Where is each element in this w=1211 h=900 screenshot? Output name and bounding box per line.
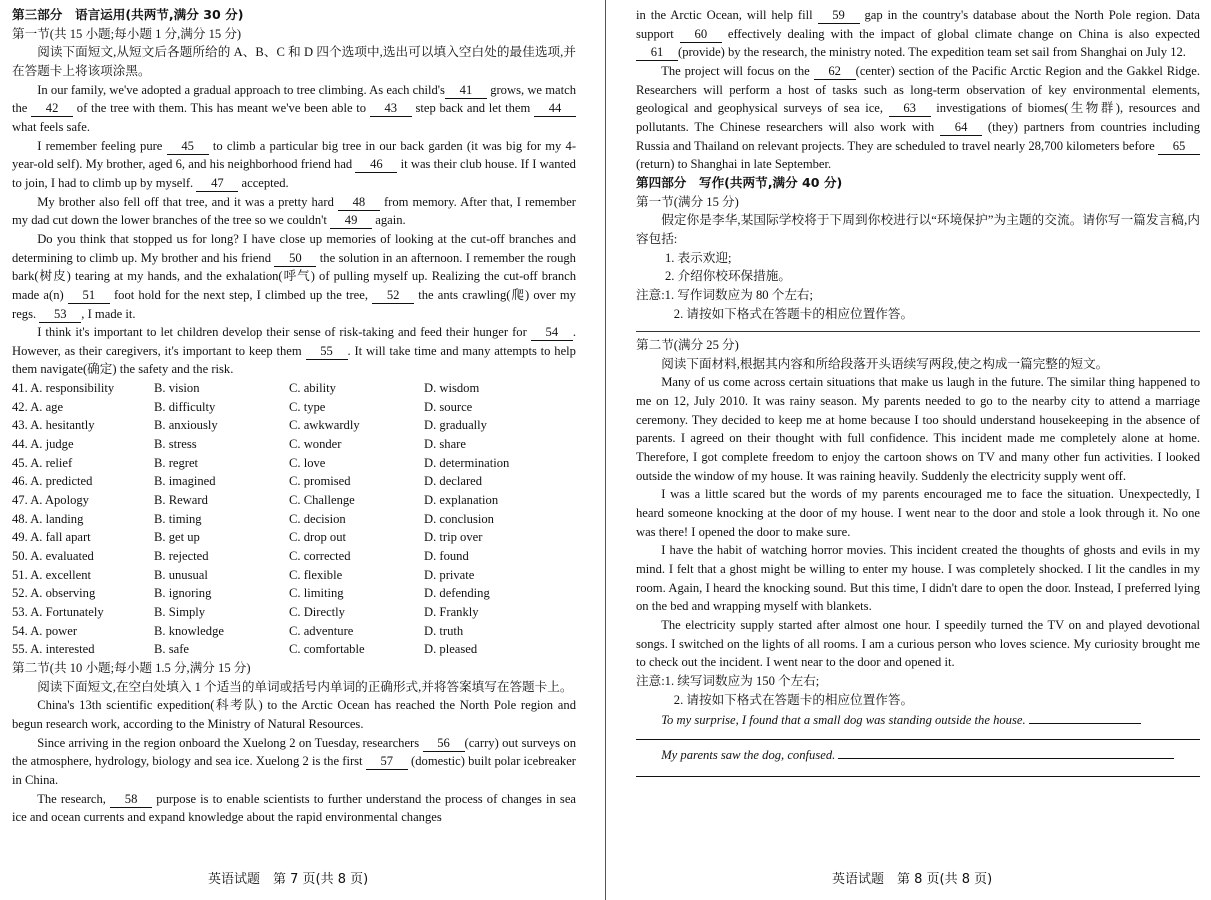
cloze-paragraph-3: My brother also fell off that tree, and it was a pretty hard 48 from memory. After that, I remember my dad cut down the lower branches of the tree so we couldn't 49 again. [12,194,577,228]
option-cell: B. anxiously [154,418,218,433]
option-cell: C. adventure [289,623,354,638]
writing-line [1029,723,1141,724]
option-cell: B. knowledge [154,623,224,638]
writing-part-2-note-2: 2. 请按如下格式在答题卡的相应位置作答。 [673,692,914,707]
option-cell: C. type [289,399,326,414]
option-row [12,510,576,529]
grammar-paragraph-2: Since arriving in the region onboard the Xuelong 2 on Tuesday, researchers 56 (carry) out surveys on the atmosphere, hydrology, biology and sea ice. Xuelong 2 is the first 57 (domestic) built polar icebreaker in China. [12,735,576,787]
option-cell: 54. A. power [12,623,78,638]
option-cell: D. private [424,567,475,582]
section-4-title: 第四部分 写作(共两节,满分 40 分) [636,174,843,190]
option-cell: B. Simply [154,605,206,619]
grammar-paragraph-3: The research, 58 purpose is to enable scientists to further understand the process of changes in sea ice and ocean currents and expand knowledge about the rapid environmental changes [12,791,576,825]
blank-59: 59 [818,8,860,24]
writing-part-1-note-2: 2. 请按如下格式在答题卡的相应位置作答。 [673,306,914,321]
option-cell: 41. A. responsibility [12,381,115,396]
option-cell: D. wisdom [424,381,480,396]
option-cell: D. pleased [424,642,478,657]
blank-61: 61 [636,45,678,61]
option-cell: B. vision [154,381,200,396]
option-row [12,640,576,659]
page-divider [605,0,606,900]
option-cell: D. truth [424,623,464,638]
option-cell: 45. A. relief [12,455,73,470]
option-row [12,435,576,454]
writing-part-1-instructions: 假定你是李华,某国际学校将于下周到你校进行以“环境保护”为主题的交流。请你写一篇发言稿,内容包括: [636,213,1200,246]
blank-57: 57 [366,754,408,770]
writing-part-1-note-1: 注意:1. 写作词数应为 80 个左右; [636,287,814,302]
option-cell: C. corrected [289,549,351,564]
option-cell: C. Directly [289,605,345,619]
option-cell: 50. A. evaluated [12,549,94,564]
page-7-footer: 英语试题 第 7 页(共 8 页) [208,872,369,887]
page-8 [636,6,1200,858]
option-cell: D. source [424,399,473,414]
writing-part-2-note-1: 注意:1. 续写词数应为 150 个左右; [636,673,820,688]
writing-line [636,765,1200,777]
blank-64: 64 [940,120,982,136]
blank-50: 50 [274,251,316,267]
writing-line [636,730,1200,740]
option-cell: C. promised [289,474,351,489]
option-cell: D. conclusion [424,511,494,526]
option-cell: 49. A. fall apart [12,530,91,545]
cloze-paragraph-4: Do you think that stopped us for long? I have close up memories of looking at the cut-off branches and determining to climb up. My brother and his friend 50 the solution in an afternoon. I remember the rough bark(树皮) tearing at my hands, and the exhalation(呼气) of pulling myself up. Realizing the cut-off branch made a(n) 51 foot hold for the next step, I climbed up the tree, 52 the ants crawling(爬) over my regs. 53 , I made it. [12,231,576,321]
blank-60: 60 [680,27,722,43]
blank-62: 62 [814,64,856,80]
option-cell: D. Frankly [424,605,479,619]
option-row [12,584,576,603]
option-row [12,547,576,566]
writing-part-2-title: 第二节(满分 25 分) [636,338,739,353]
writing-requirement-1: 1. 表示欢迎; [664,250,732,265]
option-row [12,491,576,510]
cloze-paragraph-2: I remember feeling pure 45 to climb a particular big tree in our back garden (it was big for my 4-year-old self). My brother, aged 6, and his neighborhood friend had 46 it was their club house. If I wanted to join, I had to climb up by myself. 47 accepted. [12,138,577,190]
option-cell: C. wonder [289,437,342,452]
option-cell: 47. A. Apology [12,493,89,508]
blank-48: 48 [338,195,380,211]
blank-41: 41 [445,83,487,99]
option-cell: D. gradually [424,418,487,433]
section-3-title: 第三部分 语言运用(共两节,满分 30 分) [12,7,244,22]
option-cell: B. difficulty [154,399,216,414]
option-row [12,603,576,622]
option-cell: D. share [424,437,466,452]
option-cell: 46. A. predicted [12,474,93,489]
blank-45: 45 [167,139,209,155]
option-cell: B. unusual [154,567,208,582]
blank-65: 65 [1158,139,1200,155]
blank-63: 63 [889,101,931,117]
option-cell: C. love [289,455,326,470]
story-paragraph-4: The electricity supply started after almost one hour. I speedily turned the TV on and played devotional songs. I switched on the lights of all rooms. I am a curious person who loves science. My curiosity brought me to check out the incident. I went near to the door and opened it. [636,618,1200,670]
blank-51: 51 [68,288,110,304]
option-row [12,528,576,547]
option-cell: C. comfortable [289,642,365,657]
story-paragraph-3: I have the habit of watching horror movies. This incident created the thoughts of ghosts and evils in my mind. I felt that a ghost might be willing to enter my house. I was completely shocked. I lit the candles in my room. Again, I heard the knocking sound. But this time, I didn't dare to open the door. Instead, I preferred lying on the bed and wrapping myself with blankets. [636,543,1200,614]
writing-part-1-title: 第一节(满分 15 分) [636,194,739,209]
option-cell: 53. A. Fortunately [12,605,104,619]
option-cell: 48. A. landing [12,511,84,526]
option-cell: 42. A. age [12,399,64,414]
grammar-paragraph-4: The project will focus on the 62 (center) section of the Pacific Arctic Region and the Gakkel Ridge. Researchers will perform a host of tasks such as long-term observation of key environmental elements, geological and geophysical surveys of sea ice, 63 investigations of biomes(生物群), resources and pollutants. The Chinese researchers will also work with 64 (they) partners from countries including Russia and Thailand on relevant projects. They are scheduled to travel nearly 28,700 kilometers before 65 (return) to Shanghai in late September. [636,63,1201,172]
option-cell: B. rejected [154,549,209,564]
option-cell: B. regret [154,455,199,470]
option-row [12,472,576,491]
part-1-instructions: 阅读下面短文,从短文后各题所给的 A、B、C 和 D 四个选项中,选出可以填入空白处的最佳选项,并在答题卡上将该项涂黑。 [12,45,576,78]
option-cell: D. found [424,549,469,564]
continuation-start-2: My parents saw the dog, confused. [636,746,1200,765]
blank-52: 52 [372,288,414,304]
option-row [12,398,576,417]
option-cell: C. Challenge [289,493,355,508]
writing-part-2-instructions: 阅读下面材料,根据其内容和所给段落开头语续写两段,使之构成一篇完整的短文。 [661,356,1109,371]
blank-46: 46 [355,157,397,173]
option-cell: B. get up [154,530,200,545]
option-cell: 52. A. observing [12,586,96,601]
cloze-paragraph-5: I think it's important to let children develop their sense of risk-taking and feed their hunger for 54 . However, as their caregivers, it's important to keep them 55 . It will take time and many attempts to help them navigate(确定) the safety and the risk. [12,325,576,377]
option-cell: B. ignoring [154,586,212,601]
option-cell: D. trip over [424,530,483,545]
option-cell: C. awkwardly [289,418,360,433]
section-3-part-1-title: 第一节(共 15 小题;每小题 1 分,满分 15 分) [12,26,242,41]
writing-requirement-2: 2. 介绍你校环保措施。 [664,269,791,284]
option-row [12,416,576,435]
option-cell: 44. A. judge [12,437,74,452]
option-row [12,454,576,473]
option-cell: C. flexible [289,567,343,582]
blank-43: 43 [370,101,412,117]
blank-47: 47 [196,176,238,192]
writing-line [838,758,1174,759]
section-3-part-2-title: 第二节(共 10 小题;每小题 1.5 分,满分 15 分) [12,660,251,675]
option-cell: C. limiting [289,586,344,601]
option-row [12,622,576,641]
option-cell: D. determination [424,455,510,470]
option-cell: 43. A. hesitantly [12,418,95,433]
page-8-footer: 英语试题 第 8 页(共 8 页) [832,872,993,887]
blank-54: 54 [531,325,573,341]
option-cell: D. defending [424,586,490,601]
option-cell: C. decision [289,511,346,526]
blank-58: 58 [110,792,152,808]
continuation-start-1: To my surprise, I found that a small dog was standing outside the house. [636,711,1200,730]
option-cell: B. timing [154,511,202,526]
option-cell: 55. A. interested [12,642,95,657]
option-cell: B. stress [154,437,197,452]
options-table [12,379,576,659]
section-separator [636,331,1200,332]
option-cell: 51. A. excellent [12,567,92,582]
blank-53: 53 [39,307,81,323]
grammar-paragraph-1: China's 13th scientific expedition(科考队) to the Arctic Ocean has reached the North Pole region and begun research work, according to the Ministry of Natural Resources. [12,698,576,731]
option-cell: D. explanation [424,493,499,508]
cloze-paragraph-1: In our family, we've adopted a gradual approach to tree climbing. As each child's 41 grows, we match the 42 of the tree with them. This has meant we've been able to 43 step back and let them 44 what feels safe. [12,82,577,134]
option-row [12,379,576,398]
page-7 [12,6,576,858]
option-cell: B. Reward [154,493,208,508]
option-cell: D. declared [424,474,483,489]
option-cell: C. drop out [289,530,347,545]
option-cell: B. safe [154,642,189,657]
grammar-paragraph-3-continued: in the Arctic Ocean, will help fill 59 gap in the country's database about the North Pole region. Data support 60 effectively dealing with the impact of global climate change on China is also expected 61 (provide) by the research, the ministry noted. The expedition team set sail from Shanghai on July 12. [636,8,1201,60]
option-cell: B. imagined [154,474,216,489]
option-row [12,566,576,585]
story-paragraph-2: I was a little scared but the words of my parents encouraged me to face the situation. Unexpectedly, I heard someone knocking at the door of my house. I went near to the door and stole a look through it. No one was there! I opened the door to make sure. [636,487,1200,539]
blank-44: 44 [534,101,576,117]
story-paragraph-1: Many of us come across certain situations that make us laugh in the future. The similar thing happened to me on 12, July 2010. It was rainy season. My parents needed to go to the nearby city to attend a marriage ceremony. They decided to keep me at home because I too should understand housekeeping in the absence of parents. I agreed on their thought with full confidence. This incident made me completely alone at home. Therefore, I got complete freedom to enjoy the cartoon shows on TV and many other fun activities. I looked outside the window of my house. It was raining heavily. Suddenly the electricity supply went off. [636,375,1200,483]
blank-42: 42 [31,101,73,117]
blank-49: 49 [330,213,372,229]
part-2-instructions: 阅读下面短文,在空白处填入 1 个适当的单词或括号内单词的正确形式,并将答案填写在答题卡上。 [37,679,573,694]
blank-56: 56 [423,736,465,752]
option-cell: C. ability [289,381,336,396]
blank-55: 55 [306,344,348,360]
